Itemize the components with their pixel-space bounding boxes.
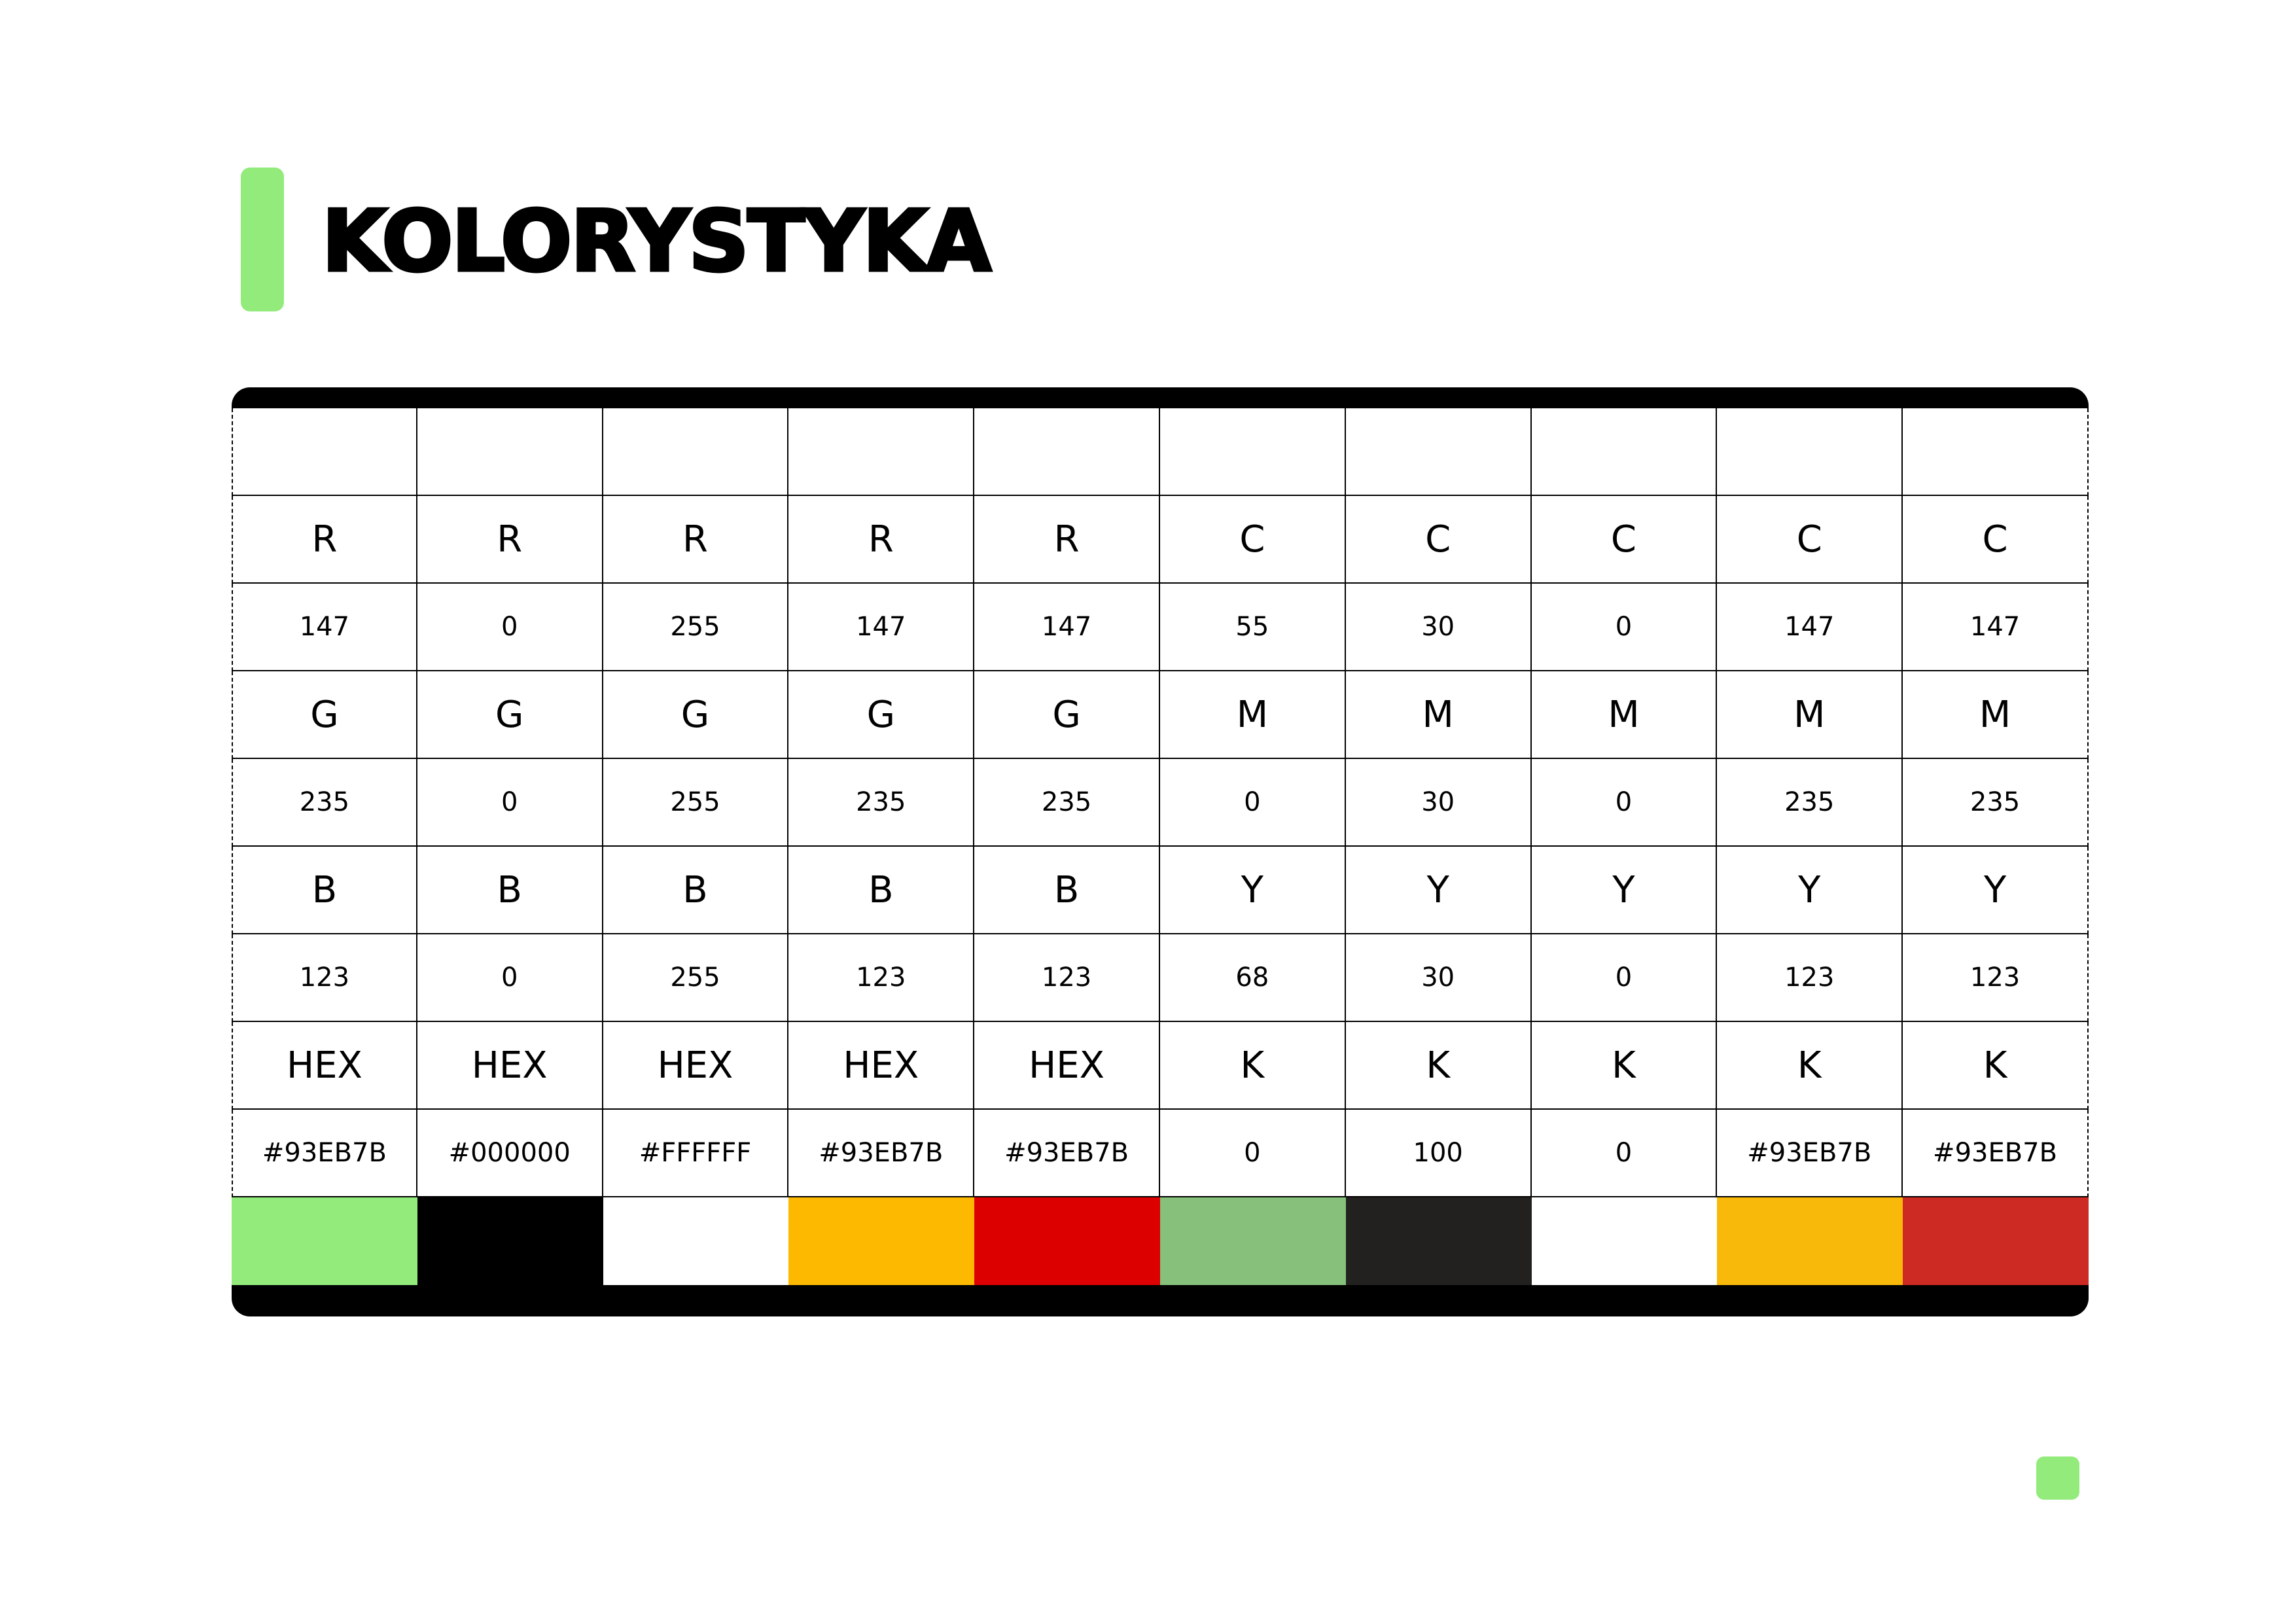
channel-label-cell: HEX xyxy=(417,1022,603,1110)
channel-label-cell: K xyxy=(1717,1022,1903,1110)
channel-value-cell: #000000 xyxy=(417,1110,603,1197)
channel-value-cell: 0 xyxy=(417,934,603,1022)
channel-value-cell: 123 xyxy=(1903,934,2089,1022)
channel-value-cell: 147 xyxy=(232,584,417,671)
channel-value-cell: 30 xyxy=(1346,934,1532,1022)
color-swatch xyxy=(788,1197,974,1285)
empty-header-cell xyxy=(232,408,417,496)
channel-label-cell: M xyxy=(1717,671,1903,759)
channel-value-cell: 255 xyxy=(603,759,789,847)
channel-value-cell: 0 xyxy=(1532,934,1718,1022)
channel-label-cell: M xyxy=(1532,671,1718,759)
channel-label-cell: M xyxy=(1903,671,2089,759)
channel-label-cell: M xyxy=(1160,671,1346,759)
channel-label-cell: G xyxy=(974,671,1160,759)
channel-value-cell: 235 xyxy=(1903,759,2089,847)
channel-value-cell: 0 xyxy=(1532,1110,1718,1197)
channel-value-cell: 0 xyxy=(1532,759,1718,847)
channel-label-cell: R xyxy=(974,496,1160,584)
channel-label-cell: G xyxy=(788,671,974,759)
channel-value-cell: #93EB7B xyxy=(974,1110,1160,1197)
channel-label-cell: B xyxy=(603,847,789,934)
empty-header-cell xyxy=(417,408,603,496)
channel-label-cell: Y xyxy=(1903,847,2089,934)
channel-value-cell: 55 xyxy=(1160,584,1346,671)
empty-header-cell xyxy=(1532,408,1718,496)
channel-label-cell: R xyxy=(232,496,417,584)
channel-label-cell: K xyxy=(1346,1022,1532,1110)
channel-value-cell: #93EB7B xyxy=(232,1110,417,1197)
color-swatch xyxy=(1903,1197,2089,1285)
channel-label-cell: M xyxy=(1346,671,1532,759)
channel-value-cell: 147 xyxy=(788,584,974,671)
color-swatch xyxy=(1532,1197,1718,1285)
channel-label-cell: K xyxy=(1903,1022,2089,1110)
empty-header-cell xyxy=(1346,408,1532,496)
channel-label-cell: B xyxy=(974,847,1160,934)
channel-label-cell: K xyxy=(1160,1022,1346,1110)
channel-value-cell: 235 xyxy=(232,759,417,847)
color-swatch xyxy=(417,1197,603,1285)
empty-header-cell xyxy=(603,408,789,496)
channel-value-cell: 0 xyxy=(417,759,603,847)
channel-value-cell: 0 xyxy=(1532,584,1718,671)
channel-value-cell: 68 xyxy=(1160,934,1346,1022)
channel-label-cell: R xyxy=(603,496,789,584)
page-title: KOLORYSTYKA xyxy=(322,193,990,291)
empty-header-cell xyxy=(1160,408,1346,496)
channel-value-cell: #93EB7B xyxy=(1717,1110,1903,1197)
channel-label-cell: HEX xyxy=(603,1022,789,1110)
empty-header-cell xyxy=(1903,408,2089,496)
channel-value-cell: 255 xyxy=(603,934,789,1022)
palette-grid xyxy=(232,408,2089,1285)
channel-value-cell: 147 xyxy=(974,584,1160,671)
channel-label-cell: B xyxy=(232,847,417,934)
channel-label-cell: HEX xyxy=(974,1022,1160,1110)
channel-value-cell: 235 xyxy=(788,759,974,847)
channel-value-cell: 123 xyxy=(788,934,974,1022)
channel-label-cell: B xyxy=(788,847,974,934)
channel-label-cell: Y xyxy=(1160,847,1346,934)
channel-value-cell: 123 xyxy=(232,934,417,1022)
channel-value-cell: 100 xyxy=(1346,1110,1532,1197)
channel-label-cell: C xyxy=(1532,496,1718,584)
corner-decoration xyxy=(2036,1456,2079,1500)
channel-label-cell: R xyxy=(788,496,974,584)
channel-value-cell: 123 xyxy=(974,934,1160,1022)
channel-value-cell: #93EB7B xyxy=(788,1110,974,1197)
channel-value-cell: 147 xyxy=(1717,584,1903,671)
channel-label-cell: G xyxy=(417,671,603,759)
color-swatch xyxy=(974,1197,1160,1285)
color-swatch xyxy=(1346,1197,1532,1285)
channel-label-cell: HEX xyxy=(232,1022,417,1110)
channel-label-cell: Y xyxy=(1532,847,1718,934)
channel-value-cell: 235 xyxy=(974,759,1160,847)
channel-label-cell: R xyxy=(417,496,603,584)
channel-value-cell: 255 xyxy=(603,584,789,671)
channel-value-cell: 235 xyxy=(1717,759,1903,847)
channel-label-cell: C xyxy=(1903,496,2089,584)
channel-value-cell: #93EB7B xyxy=(1903,1110,2089,1197)
channel-value-cell: 30 xyxy=(1346,584,1532,671)
color-palette-table xyxy=(232,387,2089,1316)
channel-label-cell: K xyxy=(1532,1022,1718,1110)
channel-label-cell: HEX xyxy=(788,1022,974,1110)
channel-label-cell: Y xyxy=(1717,847,1903,934)
color-swatch xyxy=(232,1197,417,1285)
channel-value-cell: #FFFFFF xyxy=(603,1110,789,1197)
channel-value-cell: 0 xyxy=(1160,1110,1346,1197)
empty-header-cell xyxy=(974,408,1160,496)
empty-header-cell xyxy=(1717,408,1903,496)
channel-label-cell: C xyxy=(1717,496,1903,584)
empty-header-cell xyxy=(788,408,974,496)
color-swatch xyxy=(1717,1197,1903,1285)
color-swatch xyxy=(603,1197,789,1285)
channel-label-cell: G xyxy=(603,671,789,759)
title-accent-bar xyxy=(241,168,284,311)
channel-value-cell: 147 xyxy=(1903,584,2089,671)
channel-value-cell: 123 xyxy=(1717,934,1903,1022)
channel-label-cell: Y xyxy=(1346,847,1532,934)
channel-value-cell: 0 xyxy=(417,584,603,671)
channel-label-cell: B xyxy=(417,847,603,934)
channel-value-cell: 30 xyxy=(1346,759,1532,847)
channel-label-cell: C xyxy=(1346,496,1532,584)
channel-label-cell: G xyxy=(232,671,417,759)
channel-label-cell: C xyxy=(1160,496,1346,584)
color-swatch xyxy=(1160,1197,1346,1285)
channel-value-cell: 0 xyxy=(1160,759,1346,847)
